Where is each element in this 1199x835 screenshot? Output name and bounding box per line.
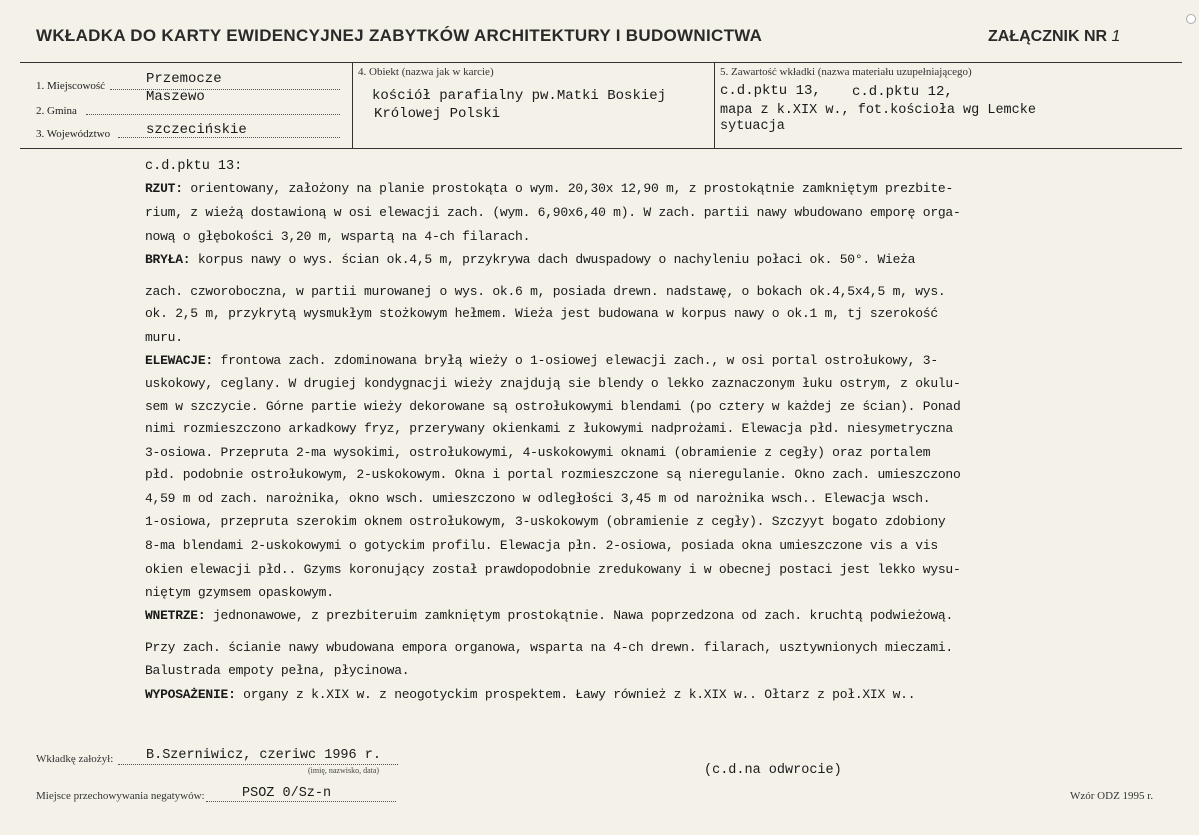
body-line bbox=[145, 229, 530, 244]
negatywy-label: Miejsce przechowywania negatywów: bbox=[36, 790, 205, 802]
form-version: Wzór ODZ 1995 r. bbox=[1070, 790, 1154, 802]
zalozyl-dots bbox=[118, 764, 398, 765]
body-line-text: Balustrada empoty pełna, płycinowa. bbox=[145, 663, 410, 678]
body-line bbox=[145, 252, 915, 267]
body-line bbox=[145, 467, 961, 482]
negatywy-value: PSOZ 0/Sz-n bbox=[242, 786, 332, 801]
zalozyl-label: Wkładkę założył: bbox=[36, 753, 114, 765]
body-line-text: płd. podobnie ostrołukowym, 2-uskokowym. Okna i portal rozmieszczone są nieregulanie. Okno zach. umieszczono bbox=[145, 467, 961, 482]
body-line-text: ok. 2,5 m, przykrytą wysmukłym stożkowym hełmem. Wieża jest budowana w korpus nawy o ok.1 m, tj szerokość bbox=[145, 306, 938, 321]
body-line-text: Przy zach. ścianie nawy wbudowana empora organowa, wsparta na 4-ch drewn. filarach, usztywnionych mieczami. bbox=[145, 640, 953, 655]
body-line-text: muru. bbox=[145, 330, 183, 345]
body-heading: c.d.pktu 13: bbox=[145, 159, 243, 174]
body-line-text: orientowany, założony na planie prostokąta o wym. 20,30x 12,90 m, z prostokątnie zamkniętym prezbite- bbox=[182, 181, 953, 196]
negatywy-dots bbox=[206, 801, 396, 802]
zawartosc-label: 5. Zawartość wkładki (nazwa materiału uzupełniającego) bbox=[720, 66, 972, 78]
body-line-text: 1-osiowa, przepruta szerokim oknem ostrołukowym, 3-uskokowym (obramienie z cegły). Szczyyt bogato zdobiony bbox=[145, 514, 946, 529]
obiekt-label: 4. Obiekt (nazwa jak w karcie) bbox=[358, 66, 494, 78]
obiekt-line-1: kościół parafialny pw.Matki Boskiej bbox=[372, 88, 667, 104]
zawartosc-line-3: sytuacja bbox=[720, 119, 785, 134]
form-title: WKŁADKA DO KARTY EWIDENCYJNEJ ZABYTKÓW ARCHITEKTURY I BUDOWNICTWA bbox=[36, 26, 763, 45]
body-line bbox=[145, 491, 930, 506]
top-rule bbox=[20, 62, 1182, 63]
body-line bbox=[145, 640, 953, 655]
miejscowosc-label: 1. Miejscowość bbox=[36, 80, 106, 92]
body-line-text: okien elewacji płd.. Gzyms koronujący został prawdopodobnie zredukowany i w obecnej postaci jest lekko wysu- bbox=[145, 562, 961, 577]
body-line-text: uskokowy, ceglany. W drugiej kondygnacji wieży znajdują sie blendy o lekko zaznaczonym łuku ostrym, z okulu- bbox=[145, 376, 961, 391]
wojewodztwo-label: 3. Województwo bbox=[36, 128, 111, 140]
miejscowosc-dots bbox=[110, 89, 340, 90]
body-line-text: nową o głębokości 3,20 m, wspartą na 4-ch filarach. bbox=[145, 229, 531, 244]
section-keyword: ELEWACJE: bbox=[145, 353, 213, 368]
section-rule bbox=[20, 148, 1182, 149]
body-line-text: organy z k.XIX w. z neogotyckim prospektem. Ławy również z k.XIX w.. Ołtarz z poł.XIX w.. bbox=[235, 687, 916, 702]
corner-hole-icon bbox=[1186, 14, 1196, 24]
gmina-value: Maszewo bbox=[146, 89, 205, 105]
section-keyword: BRYŁA: bbox=[145, 252, 191, 267]
body-line-text: sem w szczycie. Górne partie wieży dekorowane są ostrołukowymi blendami (po cztery w każdej ze ścian). Ponad bbox=[145, 399, 961, 414]
section-keyword: RZUT: bbox=[145, 181, 183, 196]
body-line bbox=[145, 399, 961, 414]
section-keyword: WNETRZE: bbox=[145, 608, 206, 623]
body-line bbox=[145, 306, 938, 321]
body-line bbox=[145, 585, 334, 600]
body-line-text: rium, z wieżą dostawioną w osi elewacji zach. (wym. 6,90x6,40 m). W zach. partii nawy wbudowano emporę orga- bbox=[145, 205, 961, 220]
body-line-text: korpus nawy o wys. ścian ok.4,5 m, przykrywa dach dwuspadowy o nachyleniu połaci ok. 50°. Wieża bbox=[190, 252, 916, 267]
gmina-dots bbox=[86, 114, 340, 115]
section-keyword: WYPOSAŻENIE: bbox=[145, 687, 236, 702]
body-line bbox=[145, 205, 961, 220]
wojewodztwo-value: szczecińskie bbox=[146, 122, 247, 138]
body-line bbox=[145, 284, 945, 299]
body-line-text: jednonawowe, z prezbiteruim zamkniętym prostokątnie. Nawa poprzedzona od zach. kruchtą podwieżową. bbox=[205, 608, 953, 623]
body-line bbox=[145, 181, 953, 196]
body-line-text: zach. czworoboczna, w partii murowanej o wys. ok.6 m, posiada drewn. nadstawę, o bokach ok.4,5x4,5 m, wys. bbox=[145, 284, 946, 299]
body-line bbox=[145, 330, 183, 345]
body-line bbox=[145, 353, 938, 368]
body-line bbox=[145, 562, 961, 577]
zalozyl-hint: (imię, nazwisko, data) bbox=[308, 766, 380, 775]
column-divider-1 bbox=[352, 62, 353, 148]
annex-text: ZAŁĄCZNIK NR bbox=[988, 28, 1108, 45]
body-line bbox=[145, 376, 961, 391]
body-line-text: 8-ma blendami 2-uskokowymi o gotyckim profilu. Elewacja płn. 2-osiowa, posiada okna umieszczone vis a vis bbox=[145, 538, 938, 553]
miejscowosc-value: Przemocze bbox=[146, 71, 222, 87]
gmina-label: 2. Gmina bbox=[36, 105, 77, 117]
body-line-text: niętym gzymsem opaskowym. bbox=[145, 585, 334, 600]
body-line-text: 3-osiowa. Przepruta 2-ma wysokimi, ostrołukowymi, 4-uskokowymi oknami (obramienie z cegły) oraz portalem bbox=[145, 445, 931, 460]
annex-label bbox=[988, 28, 1120, 46]
obiekt-line-2: Królowej Polski bbox=[374, 106, 501, 122]
body-line-text: 4,59 m od zach. narożnika, okno wsch. umieszczono w odległości 3,45 m od narożnika wsch.. Elewacja wsch. bbox=[145, 491, 931, 506]
zalozyl-value: B.Szerniwicz, czeriwc 1996 r. bbox=[146, 748, 381, 763]
annex-number: 1 bbox=[1111, 28, 1121, 45]
body-line-text: nimi rozmieszczono arkadkowy fryz, przerywany okienkami z łukowymi nadprożami. Elewacja płd. niesymetryczna bbox=[145, 421, 953, 436]
zawartosc-line-1b: c.d.pktu 12, bbox=[852, 84, 953, 100]
body-line bbox=[145, 687, 915, 702]
continued-note: (c.d.na odwrocie) bbox=[704, 763, 842, 778]
body-line bbox=[145, 663, 409, 678]
body-line bbox=[145, 514, 945, 529]
body-line bbox=[145, 538, 938, 553]
zawartosc-line-2: mapa z k.XIX w., fot.kościoła wg Lemcke bbox=[720, 103, 1036, 118]
body-line bbox=[145, 608, 953, 623]
column-divider-2 bbox=[714, 62, 715, 148]
zawartosc-line-1a: c.d.pktu 13, bbox=[720, 83, 821, 99]
body-line bbox=[145, 421, 953, 436]
body-line-text: frontowa zach. zdominowana bryłą wieży o 1-osiowej elewacji zach., w osi portal ostrołukowy, 3- bbox=[212, 353, 938, 368]
body-line bbox=[145, 445, 930, 460]
